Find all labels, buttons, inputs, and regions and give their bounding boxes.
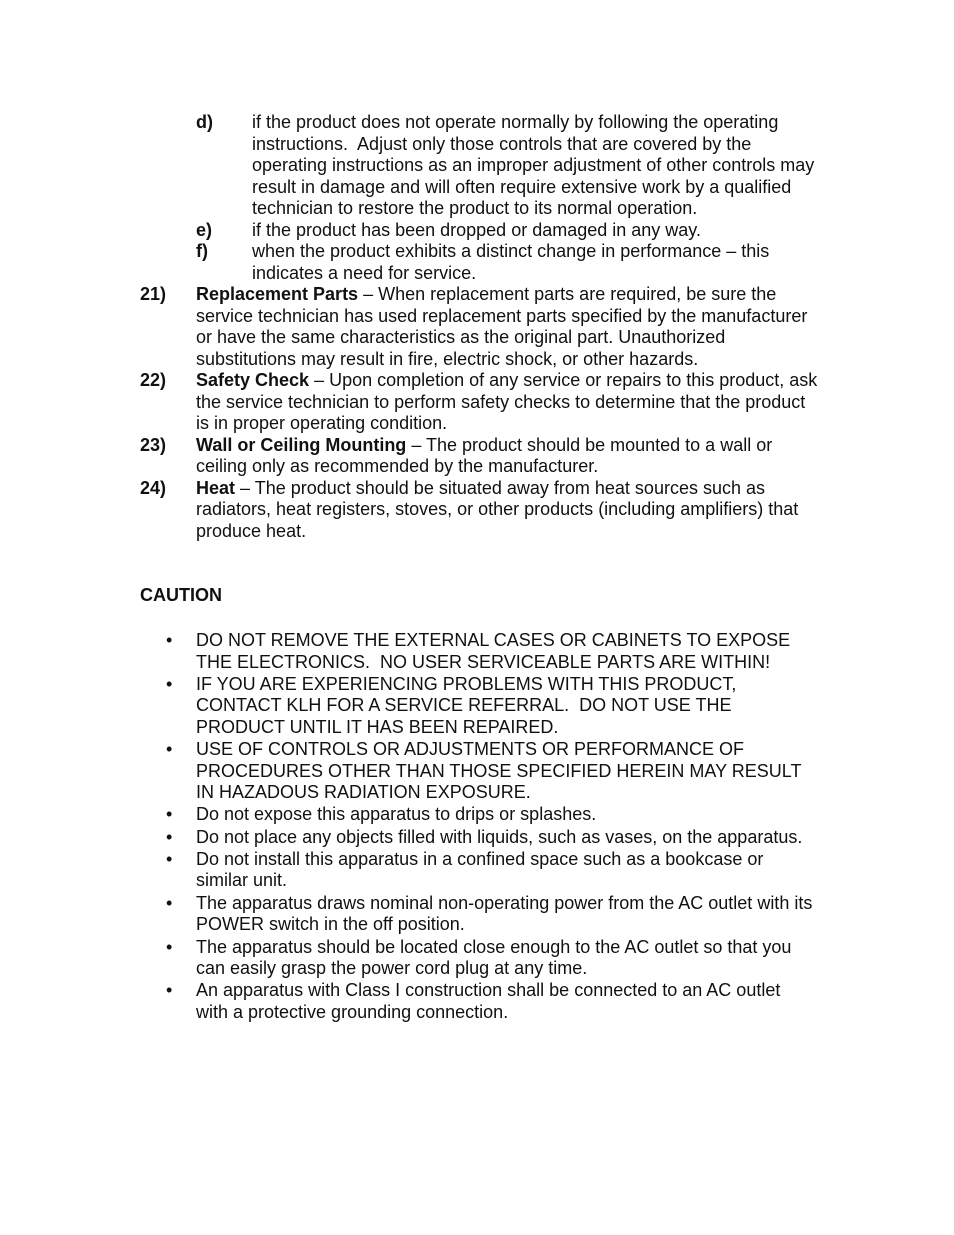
caution-bullet-list: [166, 630, 816, 1024]
numbered-item-title: Replacement Parts: [196, 284, 359, 304]
caution-item: [166, 804, 816, 826]
caution-item: [166, 674, 816, 739]
sub-item-letter: d): [196, 112, 213, 132]
sub-item-d: [196, 112, 816, 220]
numbered-item-title: Wall or Ceiling Mounting: [196, 434, 407, 455]
bullet-icon: •: [166, 739, 173, 760]
numbered-item-24: [140, 478, 820, 543]
bullet-icon: •: [166, 936, 173, 957]
bullet-icon: •: [166, 673, 173, 694]
caution-heading: CAUTION: [140, 585, 222, 605]
numbered-item-number: 23): [140, 434, 167, 455]
numbered-item-body: [196, 435, 820, 478]
numbered-item-text: – When replacement parts are required, be sure the service technician has used replacement parts specified by the manufacturer or have the same characteristics as the original part. Unauthorized substitutions may result in fire, electric shock, or other hazards.: [196, 284, 808, 369]
sub-item-e: [196, 220, 816, 242]
caution-item: [166, 937, 816, 980]
numbered-item-title: Safety Check: [196, 370, 310, 390]
numbered-item-number: 22): [140, 370, 167, 390]
caution-item: [166, 980, 816, 1023]
bullet-icon: •: [166, 848, 173, 869]
numbered-item-number: 24): [140, 477, 167, 498]
caution-item-text: USE OF CONTROLS OR ADJUSTMENTS OR PERFORMANCE OF PROCEDURES OTHER THAN THOSE SPECIFIED HEREIN MAY RESULT IN HAZADOUS RADIATION EXPOSURE.: [196, 739, 802, 803]
caution-item-text: Do not install this apparatus in a confined space such as a bookcase or similar unit.: [196, 848, 764, 891]
caution-item-text: Do not place any objects filled with liquids, such as vases, on the apparatus.: [196, 826, 803, 847]
caution-item-text: IF YOU ARE EXPERIENCING PROBLEMS WITH THIS PRODUCT, CONTACT KLH FOR A SERVICE REFERRAL. DO NOT USE THE PRODUCT UNTIL IT HAS BEEN REPAIRED.: [196, 673, 737, 737]
bullet-icon: •: [166, 804, 173, 825]
numbered-item-body: [196, 478, 820, 543]
numbered-item-text: – The product should be mounted to a wall or ceiling only as recommended by the manufacturer.: [196, 434, 773, 476]
numbered-item-text: – The product should be situated away from heat sources such as radiators, heat registers, stoves, or other products (including amplifiers) that produce heat.: [196, 477, 799, 541]
bullet-icon: •: [166, 630, 173, 650]
sub-item-text: if the product has been dropped or damaged in any way.: [252, 219, 701, 240]
numbered-item-body: [196, 370, 820, 435]
bullet-icon: •: [166, 892, 173, 913]
caution-item-text: The apparatus draws nominal non-operating power from the AC outlet with its POWER switch in the off position.: [196, 892, 813, 935]
sub-item-text: if the product does not operate normally by following the operating instructions. Adjust only those controls that are covered by the operating instructions as an improper adjustment of other controls may result in damage and will often require extensive work by a qualified technician to restore the product to its normal operation.: [252, 112, 815, 218]
sub-item-text: when the product exhibits a distinct change in performance – this indicates a need for service.: [252, 241, 770, 283]
numbered-item-list: [140, 284, 820, 542]
sub-item-list: [196, 112, 816, 284]
numbered-item-22: [140, 370, 820, 435]
caution-item-text: DO NOT REMOVE THE EXTERNAL CASES OR CABINETS TO EXPOSE THE ELECTRONICS. NO USER SERVICEABLE PARTS ARE WITHIN!: [196, 630, 791, 672]
numbered-item-23: [140, 435, 820, 478]
sub-item-f: [196, 241, 816, 284]
caution-item-text: Do not expose this apparatus to drips or splashes.: [196, 804, 597, 825]
numbered-item-body: [196, 284, 820, 370]
numbered-item-number: 21): [140, 284, 167, 304]
sub-item-letter: e): [196, 219, 213, 240]
caution-item: [166, 849, 816, 892]
bullet-icon: •: [166, 980, 173, 1001]
caution-item-text: The apparatus should be located close enough to the AC outlet so that you can easily grasp the power cord plug at any time.: [196, 936, 792, 979]
numbered-item-text: – Upon completion of any service or repairs to this product, ask the service technician to perform safety checks to determine that the product is in proper operating condition.: [196, 370, 818, 433]
numbered-item-title: Heat: [196, 477, 236, 498]
numbered-item-21: [140, 284, 820, 370]
caution-item: [166, 739, 816, 804]
bullet-icon: •: [166, 826, 173, 847]
caution-item: [166, 827, 816, 849]
caution-item-text: An apparatus with Class I construction shall be connected to an AC outlet with a protective grounding connection.: [196, 980, 781, 1022]
caution-item: [166, 893, 816, 936]
sub-item-letter: f): [196, 241, 208, 261]
caution-item: [166, 630, 816, 673]
